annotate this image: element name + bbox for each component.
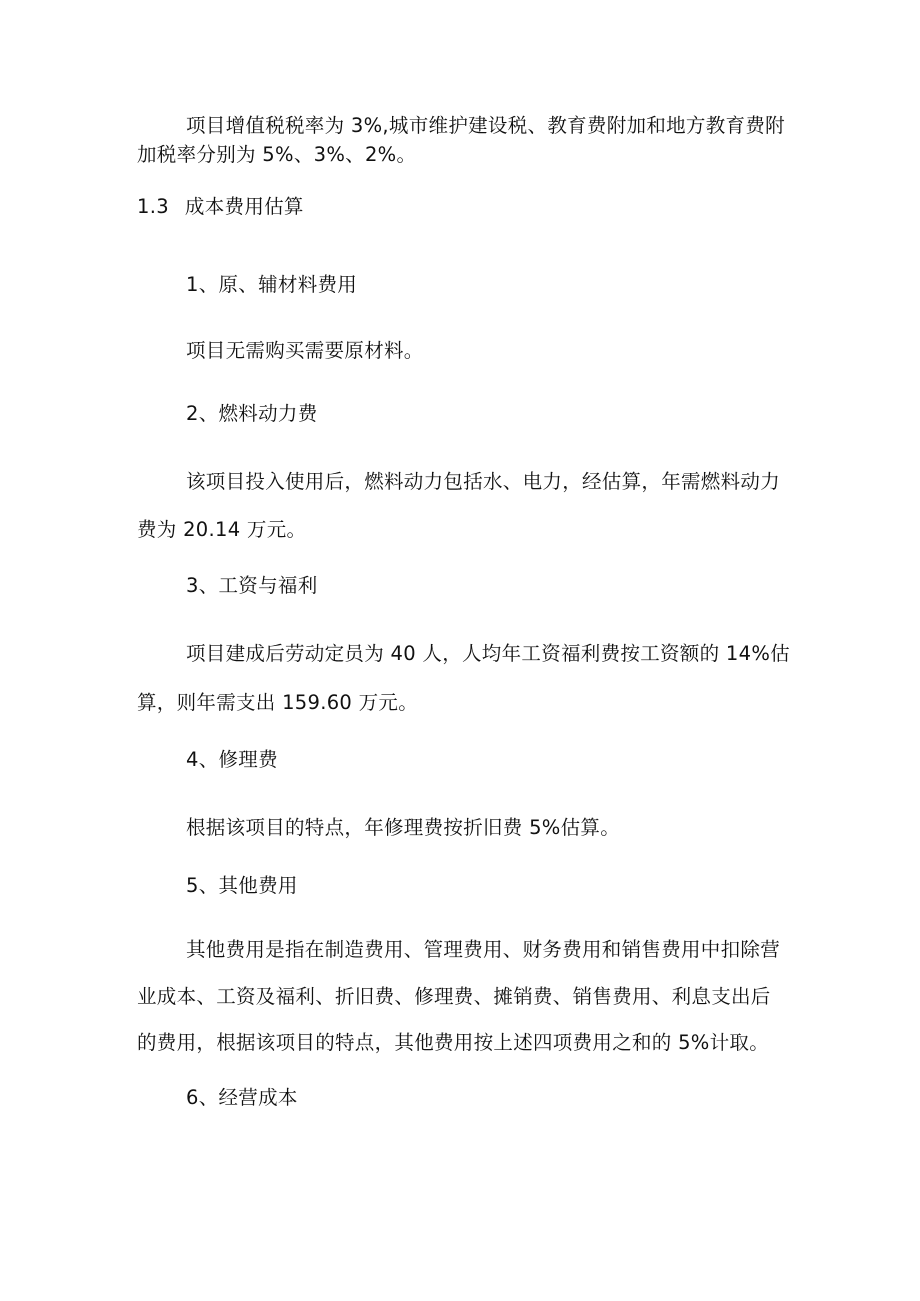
item-text-fuel-power-line-1: 该项目投入使用后，燃料动力包括水、电力，经估算，年需燃料动力 (186, 470, 781, 493)
item-heading-fuel-power: 2、燃料动力费 (186, 402, 318, 425)
item-text-wages-benefits-line-1: 项目建成后劳动定员为 40 人，人均年工资福利费按工资额的 14%估 (186, 642, 790, 665)
item-heading-raw-materials: 1、原、辅材料费用 (186, 273, 358, 296)
item-text-fuel-power-line-2: 费为 20.14 万元。 (137, 518, 307, 541)
item-text-other-expenses-line-3: 的费用，根据该项目的特点，其他费用按上述四项费用之和的 5%计取。 (137, 1031, 770, 1054)
section-number: 1.3 (137, 195, 169, 218)
item-heading-other-expenses: 5、其他费用 (186, 874, 298, 897)
item-text-repair-line-1: 根据该项目的特点，年修理费按折旧费 5%估算。 (186, 816, 621, 839)
item-text-other-expenses-line-2: 业成本、工资及福利、折旧费、修理费、摊销费、销售费用、利息支出后 (137, 985, 771, 1008)
section-heading (137, 197, 304, 217)
item-heading-operating-cost: 6、经营成本 (186, 1086, 298, 1109)
item-text-raw-materials-line-1: 项目无需购买需要原材料。 (186, 339, 424, 362)
item-heading-repair: 4、修理费 (186, 748, 278, 771)
paragraph-tax-rate-line-2: 加税率分别为 5%、3%、2%。 (137, 143, 417, 166)
section-title: 成本费用估算 (184, 195, 304, 218)
item-heading-wages-benefits: 3、工资与福利 (186, 574, 318, 597)
item-text-wages-benefits-line-2: 算，则年需支出 159.60 万元。 (137, 691, 419, 714)
paragraph-tax-rate-line-1: 项目增值税税率为 3%,城市维护建设税、教育费附加和地方教育费附 (186, 114, 785, 137)
item-text-other-expenses-line-1: 其他费用是指在制造费用、管理费用、财务费用和销售费用中扣除营 (186, 938, 781, 961)
